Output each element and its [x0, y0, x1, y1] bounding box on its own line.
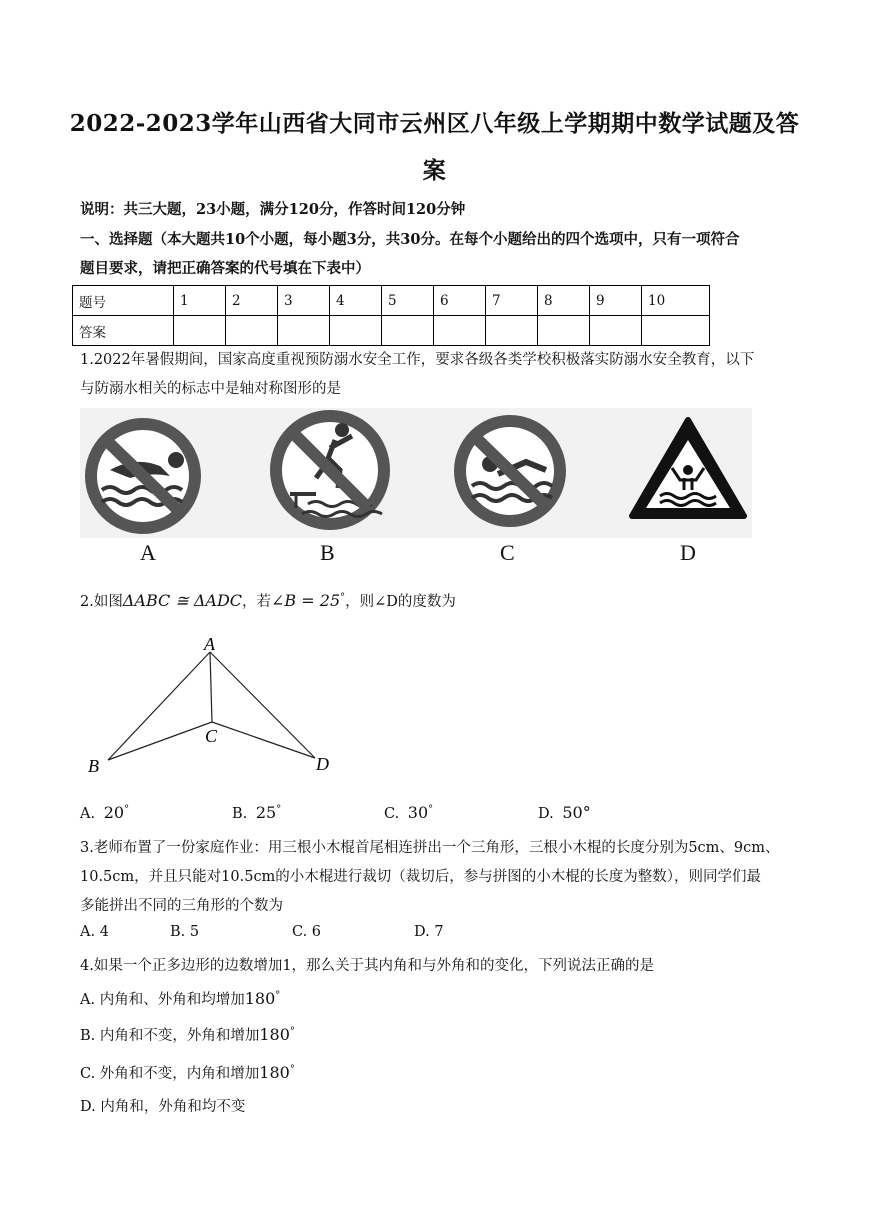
option-label: C. — [384, 806, 400, 822]
option-unit: ° — [276, 804, 282, 816]
q4-option-a[interactable] — [80, 988, 280, 1009]
answer-cell-1[interactable] — [174, 316, 226, 346]
option-text: B. 内角和不变，外角和增加 — [80, 1028, 260, 1044]
table-cell: 1 — [174, 286, 226, 316]
q3-option-d[interactable]: D. 7 — [414, 924, 444, 940]
page-title-line2: 案 — [422, 157, 447, 184]
answer-cell-5[interactable] — [382, 316, 434, 346]
option-unit: ° — [124, 804, 130, 816]
q3-stem-line2: 10.5cm，并且只能对10.5cm的小木棍进行裁切（裁切后，参与拼图的小木棍的长度为整数），则同学们最 — [80, 869, 762, 885]
point-label-b: B — [88, 756, 99, 776]
q3-option-a[interactable]: A. 4 — [80, 924, 109, 940]
q3-option-c[interactable]: C. 6 — [292, 924, 322, 940]
table-cell: 9 — [590, 286, 642, 316]
option-label: D. — [538, 806, 554, 822]
point-label-c: C — [205, 726, 218, 746]
q2-option-a[interactable] — [80, 803, 129, 822]
q2-triangle-figure — [80, 630, 350, 780]
table-cell: 6 — [434, 286, 486, 316]
q2-prefix: 2.如图 — [80, 594, 123, 610]
section1-heading-line2: 题目要求，请把正确答案的代号填在下表中） — [80, 260, 370, 277]
option-value: 25 — [255, 803, 277, 822]
table-cell: 2 — [226, 286, 278, 316]
q4-option-b[interactable] — [80, 1024, 295, 1045]
q3-stem-line1: 3.老师布置了一份家庭作业：用三根小木棍首尾相连拼出一个三角形，三根小木棍的长度分别为5cm、9cm、 — [80, 840, 780, 856]
option-value: 30 — [407, 803, 429, 822]
table-cell: 答案 — [73, 316, 174, 346]
no-swimming-sign-c-icon — [460, 421, 560, 521]
table-row — [73, 286, 710, 316]
q2-degree: ° — [340, 592, 346, 604]
q2-congruence-formula: ΔABC ≅ ΔADC — [122, 591, 243, 610]
q1-stem-line1: 1.2022年暑假期间，国家高度重视预防溺水安全工作，要求各级各类学校积极落实防溺水安全教育，以下 — [80, 352, 755, 368]
q1-option-a-label: A — [140, 540, 156, 565]
q1-option-d-label: D — [680, 540, 696, 565]
q2-middle: ，若 — [242, 594, 272, 610]
exam-note: 说明：共三大题，23小题，满分120分，作答时间120分钟 — [80, 201, 466, 218]
option-math: 180 — [244, 989, 276, 1008]
q3-option-b[interactable]: B. 5 — [170, 924, 200, 940]
q1-option-b-label: B — [320, 540, 335, 565]
no-swimming-sign-a-icon — [91, 424, 195, 528]
table-row — [73, 316, 710, 346]
q4-stem: 4.如果一个正多边形的边数增加1，那么关于其内角和与外角和的变化，下列说法正确的是 — [80, 958, 655, 974]
option-text: A. 内角和、外角和均增加 — [80, 992, 245, 1008]
q2-condition: ∠B = 25 — [271, 591, 341, 610]
section1-heading-line1: 一、选择题（本大题共10个小题，每小题3分，共30分。在每个小题给出的四个选项中，只有一项符合 — [80, 231, 740, 248]
table-cell: 题号 — [73, 286, 174, 316]
q1-stem-line2: 与防溺水相关的标志中是轴对称图形的是 — [80, 381, 341, 397]
answer-cell-9[interactable] — [590, 316, 642, 346]
q2-option-c[interactable] — [384, 803, 433, 822]
q2-suffix: ，则∠D的度数为 — [345, 594, 456, 610]
option-label: B. — [232, 806, 248, 822]
point-label-d: D — [316, 754, 329, 774]
no-diving-sign-b-icon — [276, 416, 384, 524]
answer-table — [72, 285, 710, 346]
q4-option-c[interactable] — [80, 1062, 295, 1083]
option-value: 20 — [103, 803, 125, 822]
table-cell: 4 — [330, 286, 382, 316]
warning-signs-image — [80, 408, 752, 538]
degree-sign: ° — [289, 1026, 295, 1038]
option-text: C. 外角和不变，内角和增加 — [80, 1066, 260, 1082]
answer-cell-6[interactable] — [434, 316, 486, 346]
table-cell: 7 — [486, 286, 538, 316]
answer-cell-8[interactable] — [538, 316, 590, 346]
answer-cell-4[interactable] — [330, 316, 382, 346]
table-cell: 10 — [642, 286, 710, 316]
table-cell: 3 — [278, 286, 330, 316]
option-label: A. — [80, 806, 96, 822]
option-math: 180 — [259, 1063, 290, 1082]
answer-cell-2[interactable] — [226, 316, 278, 346]
answer-cell-10[interactable] — [642, 316, 710, 346]
option-unit: ° — [428, 804, 434, 816]
q2-stem — [80, 590, 456, 611]
table-cell: 5 — [382, 286, 434, 316]
option-math: 180 — [259, 1025, 290, 1044]
answer-cell-7[interactable] — [486, 316, 538, 346]
degree-sign: ° — [275, 990, 281, 1002]
page-title-line1: 2022-2023学年山西省大同市云州区八年级上学期期中数学试题及答 — [69, 110, 800, 137]
q4-option-d[interactable]: D. 内角和，外角和均不变 — [80, 1099, 246, 1115]
point-label-a: A — [204, 634, 215, 654]
option-value: 50° — [562, 803, 591, 822]
q3-stem-line3: 多能拼出不同的三角形的个数为 — [80, 898, 283, 914]
q1-option-c-label: C — [500, 540, 515, 565]
q2-option-b[interactable] — [232, 803, 281, 822]
degree-sign: ° — [289, 1064, 295, 1076]
q2-option-d[interactable] — [538, 803, 591, 822]
table-cell: 8 — [538, 286, 590, 316]
answer-cell-3[interactable] — [278, 316, 330, 346]
